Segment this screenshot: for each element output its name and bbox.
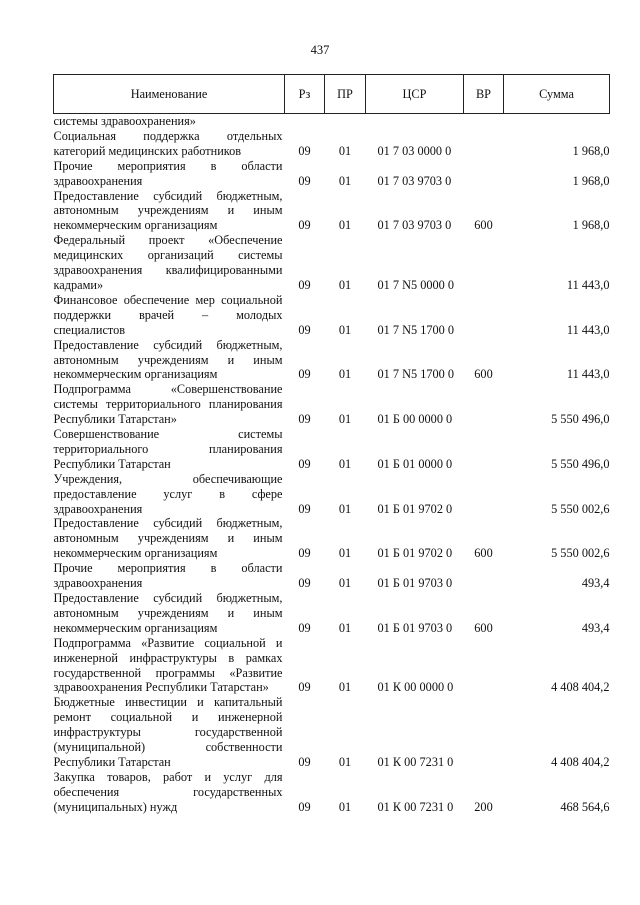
row-vr bbox=[464, 233, 504, 293]
row-rz: 09 bbox=[298, 680, 311, 695]
row-rz: 09 bbox=[298, 456, 311, 471]
row-vr bbox=[464, 159, 504, 189]
row-pr: 01 bbox=[338, 754, 352, 769]
table-row bbox=[54, 695, 610, 770]
row-csr: 01 7 03 0000 0 bbox=[377, 143, 452, 158]
row-csr: 01 К 00 7231 0 bbox=[377, 799, 454, 814]
row-rz: 09 bbox=[298, 367, 311, 382]
row-pr: 01 bbox=[338, 143, 352, 158]
table-row bbox=[54, 427, 610, 472]
row-name: Финансовое обеспечение мер социальной поддержки врачей – молодых специалистов bbox=[53, 292, 283, 337]
continuation-row bbox=[54, 114, 610, 129]
continuation-text: системы здравоохранения» bbox=[53, 114, 196, 128]
row-pr: 01 bbox=[338, 680, 352, 695]
row-pr: 01 bbox=[338, 799, 352, 814]
row-vr bbox=[464, 382, 504, 427]
header-sum: Сумма bbox=[504, 75, 610, 114]
row-pr: 01 bbox=[338, 322, 352, 337]
row-sum: 4 408 404,2 bbox=[551, 680, 610, 695]
row-sum: 11 443,0 bbox=[566, 367, 610, 382]
row-sum: 5 550 496,0 bbox=[551, 412, 610, 427]
row-sum: 1 968,0 bbox=[572, 173, 610, 188]
row-sum: 4 408 404,2 bbox=[551, 754, 610, 769]
row-csr: 01 7 N5 0000 0 bbox=[377, 277, 455, 292]
row-pr: 01 bbox=[338, 277, 352, 292]
row-vr bbox=[464, 472, 504, 517]
table-row bbox=[54, 189, 610, 234]
row-name: Закупка товаров, работ и услуг для обеспечения государственных (муниципальных) нужд bbox=[53, 769, 283, 814]
row-csr: 01 Б 01 9703 0 bbox=[377, 576, 453, 591]
row-csr: 01 К 00 7231 0 bbox=[377, 754, 454, 769]
row-rz: 09 bbox=[298, 277, 311, 292]
row-rz: 09 bbox=[298, 218, 311, 233]
table-row bbox=[54, 129, 610, 159]
table-row bbox=[54, 636, 610, 696]
table-row bbox=[54, 233, 610, 293]
row-csr: 01 7 N5 1700 0 bbox=[377, 322, 455, 337]
table-row bbox=[54, 770, 610, 815]
row-rz: 09 bbox=[298, 754, 311, 769]
row-rz: 09 bbox=[298, 620, 311, 635]
row-csr: 01 К 00 0000 0 bbox=[377, 680, 454, 695]
row-csr: 01 Б 01 9702 0 bbox=[377, 546, 453, 561]
header-pr: ПР bbox=[325, 75, 366, 114]
row-rz: 09 bbox=[298, 173, 311, 188]
row-sum: 468 564,6 bbox=[560, 799, 610, 814]
row-pr: 01 bbox=[338, 218, 352, 233]
row-name: Социальная поддержка отдельных категорий медицинских работников bbox=[53, 128, 283, 158]
row-name: Предоставление субсидий бюджетным, автономным учреждениям и иным некоммерческим организациям bbox=[53, 516, 283, 561]
row-pr: 01 bbox=[338, 412, 352, 427]
row-sum: 1 968,0 bbox=[572, 143, 610, 158]
row-pr: 01 bbox=[338, 501, 352, 516]
row-name: Прочие мероприятия в области здравоохранения bbox=[53, 561, 283, 591]
row-pr: 01 bbox=[338, 546, 352, 561]
row-pr: 01 bbox=[338, 456, 352, 471]
budget-table bbox=[53, 74, 610, 815]
row-rz: 09 bbox=[298, 799, 311, 814]
table-row bbox=[54, 516, 610, 561]
row-vr bbox=[464, 561, 504, 591]
row-rz: 09 bbox=[298, 576, 311, 591]
row-vr: 600 bbox=[474, 367, 493, 382]
row-name: Предоставление субсидий бюджетным, автономным учреждениям и иным некоммерческим организациям bbox=[53, 337, 283, 382]
row-name: Подпрограмма «Совершенствование системы территориального планирования Республики Татарстан» bbox=[53, 382, 283, 427]
row-vr bbox=[464, 129, 504, 159]
row-sum: 5 550 002,6 bbox=[551, 546, 610, 561]
row-sum: 5 550 496,0 bbox=[551, 456, 610, 471]
row-name: Прочие мероприятия в области здравоохранения bbox=[53, 158, 283, 188]
row-pr: 01 bbox=[338, 576, 352, 591]
row-pr: 01 bbox=[338, 367, 352, 382]
row-name: Совершенствование системы территориального планирования Республики Татарстан bbox=[53, 427, 283, 471]
row-sum: 493,4 bbox=[581, 576, 610, 591]
row-sum: 493,4 bbox=[581, 620, 610, 635]
row-name: Подпрограмма «Развитие социальной и инженерной инфраструктуры в рамках государственной программы «Развитие здравоохранения Республики Татарстан» bbox=[53, 635, 283, 695]
row-csr: 01 Б 00 0000 0 bbox=[377, 412, 453, 427]
table-row bbox=[54, 159, 610, 189]
table-row bbox=[54, 338, 610, 383]
row-csr: 01 7 03 9703 0 bbox=[377, 173, 452, 188]
row-rz: 09 bbox=[298, 322, 311, 337]
header-name: Наименование bbox=[54, 75, 285, 114]
row-csr: 01 7 03 9703 0 bbox=[377, 218, 452, 233]
row-csr: 01 Б 01 9703 0 bbox=[377, 620, 453, 635]
row-csr: 01 Б 01 9702 0 bbox=[377, 501, 453, 516]
row-rz: 09 bbox=[298, 546, 311, 561]
row-vr: 600 bbox=[474, 218, 493, 233]
row-vr: 200 bbox=[474, 799, 493, 814]
row-vr bbox=[464, 636, 504, 696]
table-row bbox=[54, 561, 610, 591]
table-row bbox=[54, 591, 610, 636]
table-header bbox=[54, 75, 610, 114]
row-csr: 01 7 N5 1700 0 bbox=[377, 367, 455, 382]
row-vr: 600 bbox=[474, 620, 493, 635]
row-rz: 09 bbox=[298, 143, 311, 158]
header-csr: ЦСР bbox=[366, 75, 464, 114]
row-name: Федеральный проект «Обеспечение медицинских организаций системы здравоохранения квалифицированными кадрами» bbox=[53, 233, 283, 292]
row-vr: 600 bbox=[474, 546, 493, 561]
row-sum: 1 968,0 bbox=[572, 218, 610, 233]
row-rz: 09 bbox=[298, 501, 311, 516]
row-name: Учреждения, обеспечивающие предоставление услуг в сфере здравоохранения bbox=[53, 471, 283, 516]
row-vr bbox=[464, 427, 504, 472]
table-row bbox=[54, 472, 610, 517]
header-vr: ВР bbox=[464, 75, 504, 114]
table-body bbox=[54, 114, 610, 815]
row-sum: 5 550 002,6 bbox=[551, 501, 610, 516]
row-csr: 01 Б 01 0000 0 bbox=[377, 456, 453, 471]
header-rz: Рз bbox=[285, 75, 325, 114]
row-name: Предоставление субсидий бюджетным, автономным учреждениям и иным некоммерческим организациям bbox=[53, 591, 283, 635]
row-sum: 11 443,0 bbox=[566, 277, 610, 292]
row-sum: 11 443,0 bbox=[566, 322, 610, 337]
row-vr bbox=[464, 293, 504, 338]
row-pr: 01 bbox=[338, 620, 352, 635]
row-pr: 01 bbox=[338, 173, 352, 188]
table-row bbox=[54, 382, 610, 427]
table-row bbox=[54, 293, 610, 338]
row-name: Бюджетные инвестиции и капитальный ремонт социальной и инженерной инфраструктуры государственной (муниципальной) собственности Республики Татарстан bbox=[53, 695, 283, 769]
row-name: Предоставление субсидий бюджетным, автономным учреждениям и иным некоммерческим организациям bbox=[53, 188, 283, 233]
page-number: 437 bbox=[310, 43, 330, 57]
row-rz: 09 bbox=[298, 412, 311, 427]
row-vr bbox=[464, 695, 504, 770]
